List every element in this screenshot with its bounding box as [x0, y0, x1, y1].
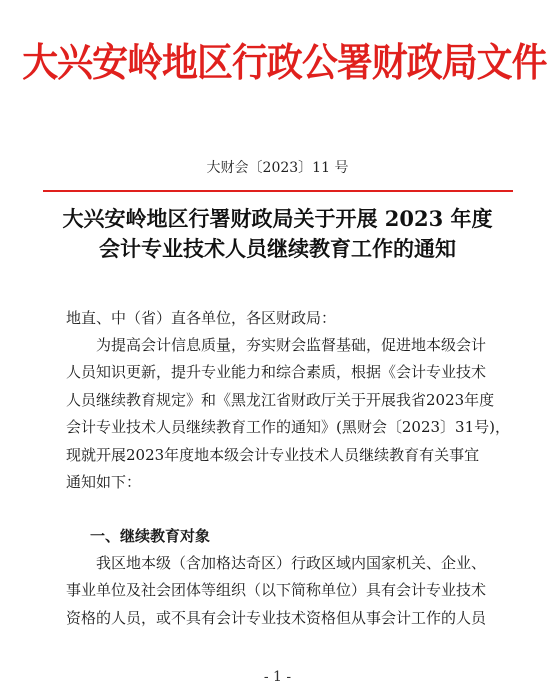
document-number: 大财会〔2023〕11 号: [206, 160, 349, 176]
paragraph-line: 现就开展2023年度地本级会计专业技术人员继续教育有关事宜: [66, 445, 480, 464]
paragraph-section1: [66, 550, 506, 632]
section-heading: 一、继续教育对象: [90, 527, 211, 545]
paragraph-line: 资格的人员，或不具有会计专业技术资格但从事会计工作的人员: [66, 608, 487, 627]
paragraph-line: 为提高会计信息质量，夯实财会监督基础，促进地本级会计: [96, 336, 487, 354]
page-number: - 1 -: [263, 669, 292, 685]
document-header-title: 大兴安岭地区行政公署财政局文件: [22, 40, 547, 86]
paragraph-line: 会计专业技术人员继续教育工作的通知》(黑财会〔2023〕31号)，: [66, 418, 510, 437]
paragraph-intro: [66, 332, 510, 496]
paragraph-line: 我区地本级（含加格达奇区）行政区域内国家机关、企业、: [96, 554, 487, 572]
notice-title-line-1: 大兴安岭地区行署财政局关于开展 2023 年度: [62, 206, 493, 231]
paragraph-line: 事业单位及社会团体等组织（以下简称单位）具有会计专业技术: [66, 581, 487, 600]
notice-title: [0, 204, 555, 264]
notice-title-line-2: 会计专业技术人员继续教育工作的通知: [99, 236, 456, 261]
red-separator-line: [43, 190, 513, 192]
paragraph-line: 人员继续教育规定》和《黑龙江省财政厅关于开展我省2023年度: [66, 390, 495, 409]
paragraph-line: 人员知识更新，提升专业能力和综合素质，根据《会计专业技术: [66, 363, 487, 382]
salutation: 地直、中（省）直各单位，各区财政局：: [66, 309, 337, 327]
paragraph-line: 通知如下：: [66, 472, 142, 491]
